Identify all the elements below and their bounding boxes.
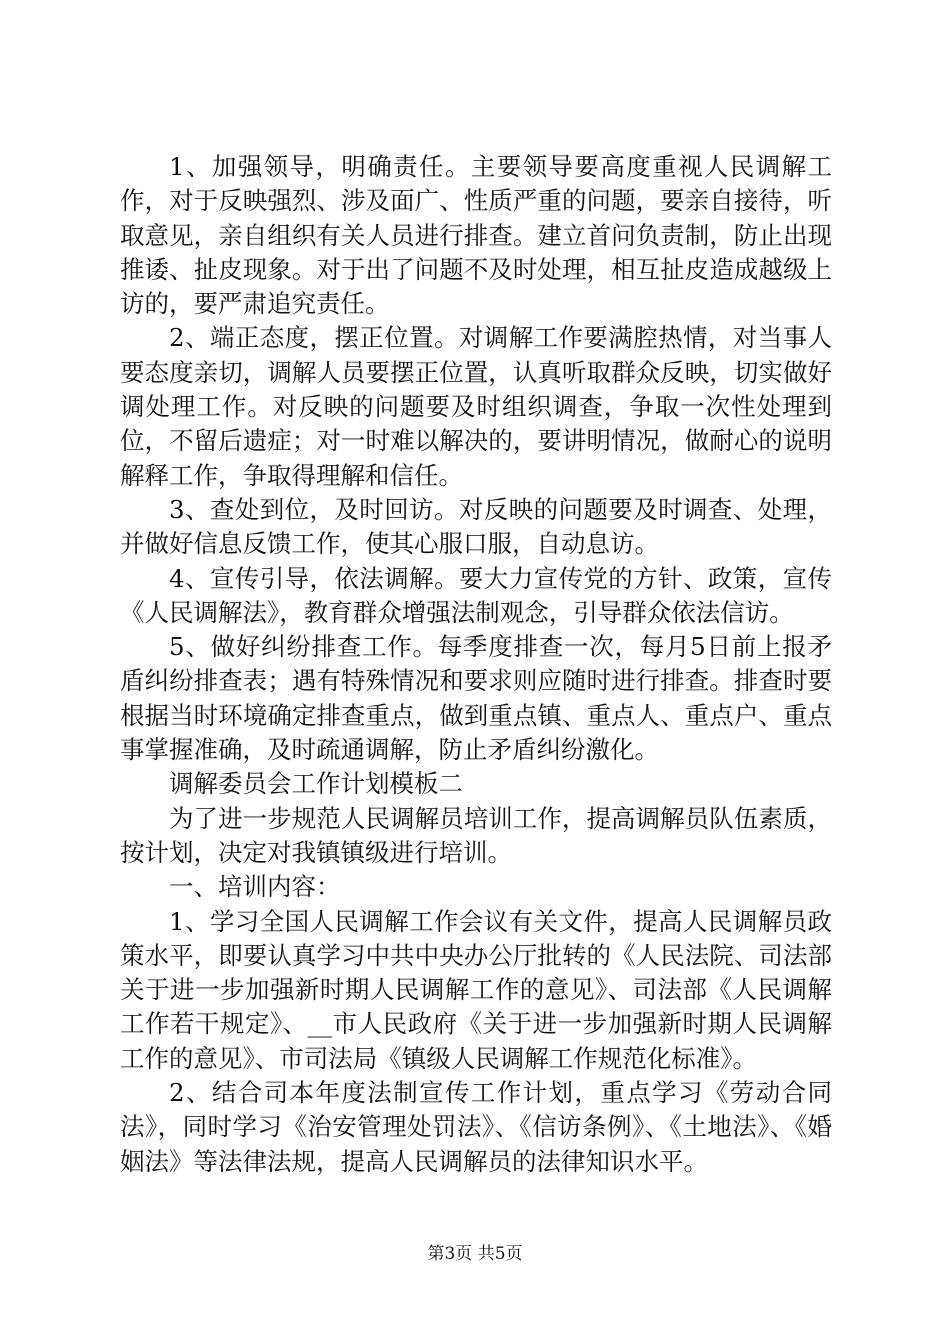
paragraph-training-1: 1、学习全国人民调解工作会议有关文件，提高人民调解员政策水平，即要认真学习中共中央办公厅批转的《人民法院、司法部关于进一步加强新时期人民调解工作的意见》、司法部《人民调解工作若干规定》、__市人民政府《关于进一步加强新时期人民调解工作的意见》、市司法局《镇级人民调解工作规范化标准》。 (120, 906, 832, 1073)
paragraph-intro: 为了进一步规范人民调解员培训工作，提高调解员队伍素质，按计划，决定对我镇镇级进行培训。 (120, 803, 832, 867)
paragraph-2: 2、端正态度，摆正位置。对调解工作要满腔热情，对当事人要态度亲切，调解人员要摆正位置，认真听取群众反映，切实做好调处理工作。对反映的问题要及时组织调查，争取一次性处理到位，不留后遗症；对一时难以解决的，要讲明情况，做耐心的说明解释工作，争取得理解和信任。 (120, 323, 832, 490)
paragraph-training-2: 2、结合司本年度法制宣传工作计划，重点学习《劳动合同法》，同时学习《治安管理处罚法》、《信访条例》、《土地法》、《婚姻法》等法律法规，提高人民调解员的法律知识水平。 (120, 1078, 832, 1176)
paragraph-5: 5、做好纠纷排查工作。每季度排查一次，每月5日前上报矛盾纠纷排查表；遇有特殊情况和要求则应随时进行排查。排查时要根据当时环境确定排查重点，做到重点镇、重点人、重点户、重点事掌握准确，及时疏通调解，防止矛盾纠纷激化。 (120, 632, 832, 765)
section-heading-template-two: 调解委员会工作计划模板二 (169, 769, 463, 799)
page-number-footer: 第3页 共5页 (427, 1244, 523, 1264)
document-body (120, 150, 832, 1179)
paragraph-3: 3、查处到位，及时回访。对反映的问题要及时调查、处理，并做好信息反馈工作，使其心服口服，自动息访。 (120, 494, 832, 559)
paragraph-1: 1、加强领导，明确责任。主要领导要高度重视人民调解工作，对于反映强烈、涉及面广、性质严重的问题，要亲自接待，听取意见，亲自组织有关人员进行排查。建立首问负责制，防止出现推诿、扯皮现象。对于出了问题不及时处理，相互扯皮造成越级上访的，要严肃追究责任。 (120, 152, 832, 319)
paragraph-4: 4、宣传引导，依法调解。要大力宣传党的方针、政策，宣传《人民调解法》，教育群众增强法制观念，引导群众依法信访。 (120, 563, 832, 627)
section-heading-training-content: 一、培训内容： (169, 872, 341, 902)
